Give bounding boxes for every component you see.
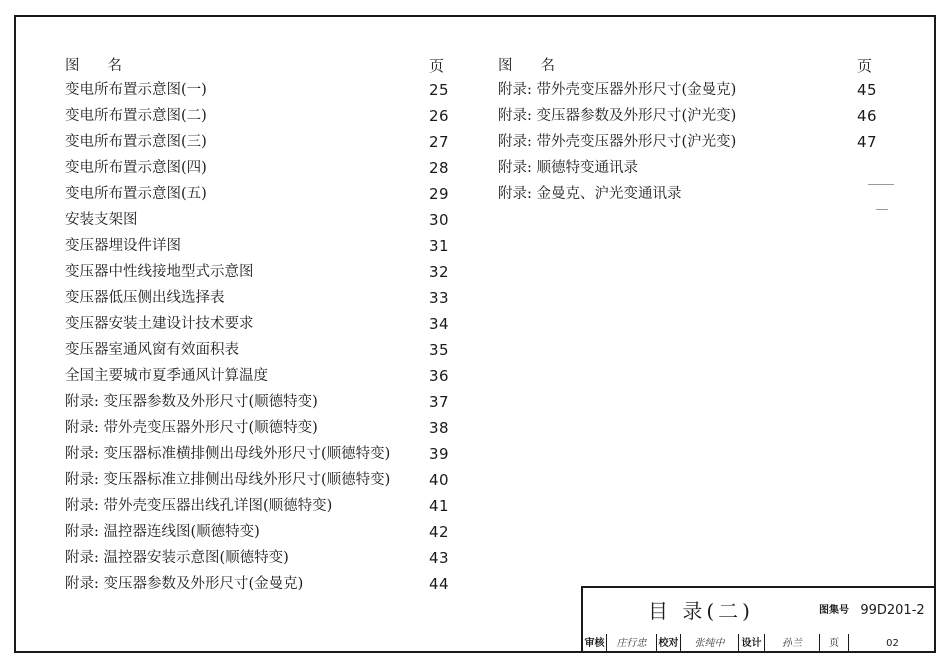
toc-entry [65,77,455,103]
toc-entry [65,493,455,519]
atlas-number-label: 图集号 [819,605,849,616]
toc-entry [498,103,893,129]
toc-entry [65,467,455,493]
toc-entry-title: 附录: 顺德特变通讯录 [498,160,638,176]
toc-entry-page: 39 [429,445,450,463]
blank-page-mark [868,184,894,185]
toc-entry [65,103,455,129]
toc-entry [65,337,455,363]
toc-entry-title: 变压器埋设件详图 [65,238,181,254]
atlas-number: 99D201-2 [860,603,925,618]
toc-entry-title: 附录: 带外壳变压器外形尺寸(顺德特变) [65,420,318,436]
header-page: 页 [429,57,445,75]
toc-entry-title: 全国主要城市夏季通风计算温度 [65,368,268,384]
toc-entry [498,129,893,155]
page-number: 02 [886,638,899,649]
toc-entry-title: 附录: 变压器参数及外形尺寸(金曼克) [65,576,304,592]
toc-entry-page: 46 [857,107,878,125]
toc-entry-title: 附录: 变压器标准横排侧出母线外形尺寸(顺德特变) [65,446,391,462]
toc-entry-title: 附录: 变压器参数及外形尺寸(顺德特变) [65,394,318,410]
toc-left-column [65,55,455,597]
toc-right-column [498,55,893,207]
title-block [581,586,936,653]
toc-entry [65,233,455,259]
header-name: 图名 [65,58,150,74]
check-label: 校对 [657,634,681,653]
toc-entry-page: 25 [429,81,450,99]
toc-entry-title: 附录: 带外壳变压器出线孔详图(顺德特变) [65,498,333,514]
toc-entry-page: 27 [429,133,450,151]
toc-entry-title: 附录: 带外壳变压器外形尺寸(沪光变) [498,134,737,150]
toc-entry-page: 34 [429,315,450,333]
toc-entry-title: 附录: 温控器安装示意图(顺德特变) [65,550,289,566]
toc-entry [65,311,455,337]
toc-entry-page: 32 [429,263,450,281]
toc-entry-page: 43 [429,549,450,567]
toc-entry-page: 29 [429,185,450,203]
toc-entry-title: 附录: 温控器连线图(顺德特变) [65,524,260,540]
toc-entry [65,415,455,441]
toc-entry [65,181,455,207]
toc-entry [65,441,455,467]
toc-entry-title: 变压器室通风窗有效面积表 [65,342,239,358]
toc-entry-title: 附录: 带外壳变压器外形尺寸(金曼克) [498,82,737,98]
toc-entry-page: 45 [857,81,878,99]
toc-entry-page: 44 [429,575,450,593]
toc-entry [65,207,455,233]
toc-entry-page: 47 [857,133,878,151]
toc-entry-page: 40 [429,471,450,489]
toc-entry [65,259,455,285]
blank-page-mark [876,209,888,210]
toc-entry-title: 变电所布置示意图(四) [65,160,207,176]
toc-entry-title: 附录: 变压器参数及外形尺寸(沪光变) [498,108,737,124]
toc-entry [65,545,455,571]
toc-entry [498,77,893,103]
toc-entry-page: 38 [429,419,450,437]
sheet-title: 目 录(二) [648,599,754,623]
toc-entry-title: 附录: 金曼克、沪光变通讯录 [498,186,682,202]
design-signature: 孙兰 [782,638,802,649]
toc-entry-title: 安装支架图 [65,212,138,228]
toc-entry-title: 变电所布置示意图(一) [65,82,207,98]
toc-entry-page: 28 [429,159,450,177]
toc-header [65,55,455,77]
toc-header [498,55,893,77]
header-page: 页 [857,57,873,75]
toc-entry [65,389,455,415]
toc-entry-title: 变压器中性线接地型式示意图 [65,264,254,280]
toc-entry [498,155,893,181]
review-signature: 庄行忠 [607,634,657,653]
toc-entry-page: 33 [429,289,450,307]
signature-row [583,634,936,653]
toc-entry [65,129,455,155]
design-label: 设计 [739,634,765,653]
toc-entry-title: 变电所布置示意图(五) [65,186,207,202]
toc-entry [498,181,893,207]
toc-entry-page: 26 [429,107,450,125]
toc-entry [65,363,455,389]
check-signature: 张纯中 [681,634,739,653]
review-label: 审核 [583,634,607,653]
toc-entry [65,571,455,597]
toc-entry-page: 35 [429,341,450,359]
toc-entry-title: 变电所布置示意图(二) [65,108,207,124]
toc-entry-title: 变电所布置示意图(三) [65,134,207,150]
toc-entry-page: 30 [429,211,450,229]
toc-entry-page: 37 [429,393,450,411]
page-label: 页 [819,634,849,653]
toc-entry [65,519,455,545]
toc-entry-page: 41 [429,497,450,515]
toc-entry [65,285,455,311]
toc-entry-title: 附录: 变压器标准立排侧出母线外形尺寸(顺德特变) [65,472,391,488]
toc-entry-page: 31 [429,237,450,255]
toc-entry-page: 36 [429,367,450,385]
toc-entry-page: 42 [429,523,450,541]
toc-entry [65,155,455,181]
toc-entry-title: 变压器低压侧出线选择表 [65,290,225,306]
toc-entry-title: 变压器安装土建设计技术要求 [65,316,254,332]
header-name: 图名 [498,58,583,74]
